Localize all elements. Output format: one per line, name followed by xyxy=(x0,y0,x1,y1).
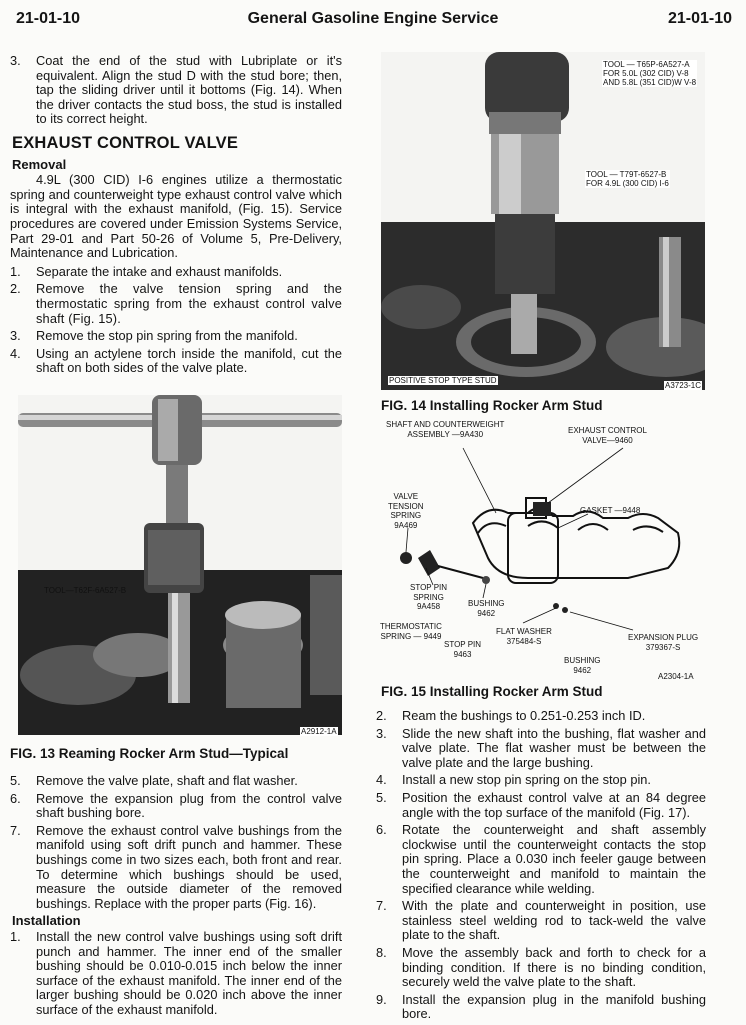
fig15-shaft-label: SHAFT AND COUNTERWEIGHT ASSEMBLY —9A430 xyxy=(386,420,505,439)
fig15-diagram xyxy=(378,418,712,684)
fig13-illustration xyxy=(18,395,342,735)
fig15-caption: FIG. 15 Installing Rocker Arm Stud xyxy=(381,684,603,699)
list-item: 3. Slide the new shaft into the bushing, flat washer and valve plate. The flat washer must be between the valve plate and the large bushing. xyxy=(376,725,706,770)
fig14-tool2-label: TOOL — T79T-6527-B FOR 4.9L (300 CID) I-6 xyxy=(586,170,669,188)
page-number-left: 21-01-10 xyxy=(16,10,81,27)
fig15-thermo-label: THERMOSTATIC SPRING — 9449 xyxy=(380,622,442,641)
removal-heading: Removal xyxy=(12,156,67,172)
fig13-tool-label: TOOL—T62F-6A527-B xyxy=(44,586,127,595)
fig15-stoppin-spring-label: STOP PIN SPRING 9A458 xyxy=(410,583,448,611)
list-item: 7. With the plate and counterweight in position, use stainless steel welding rod to tack-weld the valve plate to the shaft. xyxy=(376,898,706,943)
list-item: 1. Install the new control valve bushings using soft drift punch and hammer. The inner end of the smaller bushing should be 0.010-0.015 inch below the inner surface of the exhaust manifold. The inner end of the larger bushing should be 0.020 inch above the inner surface of the exhaust manifold. xyxy=(10,928,342,1017)
fig13-caption: FIG. 13 Reaming Rocker Arm Stud—Typical xyxy=(10,746,289,761)
fig14-illustration xyxy=(381,52,705,390)
fig15-valve-label: EXHAUST CONTROL VALVE—9460 xyxy=(568,426,647,445)
left-column xyxy=(10,54,342,379)
list-item: 3. Coat the end of the stud with Lubriplate or it's equivalent. Align the stud D with the stud bore; then, tap the sliding driver until it bottoms (Fig. 14). When the driver contacts the stud boss, the stud is installed to its correct height. xyxy=(10,53,342,127)
list-item: 4. Using an actylene torch inside the manifold, cut the shaft on both sides of the valve plate. xyxy=(10,345,342,376)
right-column-steps xyxy=(376,709,706,1025)
list-item: 1. Separate the intake and exhaust manifolds. xyxy=(10,263,283,279)
list-item: 3. Remove the stop pin spring from the manifold. xyxy=(10,328,298,344)
left-column-bottom xyxy=(10,774,342,1021)
section-title: EXHAUST CONTROL VALVE xyxy=(12,133,239,152)
fig14-tool1-label: TOOL — T65P-6A527-A FOR 5.0L (302 CID) V-8 AND 5.8L (351 CID)W V-8 xyxy=(603,60,697,87)
fig15-gasket-label: GASKET —9448 xyxy=(580,506,641,515)
fig13-code: A2912-1A xyxy=(301,727,337,736)
list-item: 4. Install a new stop pin spring on the stop pin. xyxy=(376,772,651,788)
installation-heading: Installation xyxy=(12,913,81,929)
fig15-expansion-label: EXPANSION PLUG 379367-S xyxy=(628,633,699,652)
list-item: 2. Remove the valve tension spring and the thermostatic spring from the exhaust control valve shaft (Fig. 15). xyxy=(10,281,342,326)
fig15-stoppin-label: STOP PIN 9463 xyxy=(444,640,482,659)
fig14-caption: FIG. 14 Installing Rocker Arm Stud xyxy=(381,398,603,413)
list-item: 5. Position the exhaust control valve at an 84 degree angle with the top surface of the manifold (Fig. 17). xyxy=(376,789,706,820)
fig14-code: A3723-1C xyxy=(665,381,702,390)
list-item: 6. Rotate the counterweight and shaft assembly clockwise until the counterweight contacts the stop pin spring. Place a 0.030 inch feeler gauge between the counterweight and manifold to maintain the specified clearance while welding. xyxy=(376,822,706,896)
fig15-bushing1-label: BUSHING 9462 xyxy=(468,599,505,618)
fig15-tension-label: VALVE TENSION SPRING 9A469 xyxy=(388,492,424,530)
list-item: 2. Ream the bushings to 0.251-0.253 inch ID. xyxy=(376,708,646,723)
fig14-stud-label: POSITIVE STOP TYPE STUD xyxy=(389,376,497,385)
list-item: 9. Install the expansion plug in the manifold bushing bore. xyxy=(376,991,706,1022)
page-header-title: General Gasoline Engine Service xyxy=(247,10,499,27)
page-number-right: 21-01-10 xyxy=(667,10,732,27)
removal-paragraph: 4.9L (300 CID) I-6 engines utilize a thermostatic spring and counterweight type exhaust control valve which is integral with the exhaust manifold, (Fig. 15). Service procedures are covered under Emission Systems Service, Part 29-01 and Part 50-26 of Volume 5, Pre-Delivery, Maintenance and Lubrication. xyxy=(10,172,342,261)
fig15-bushing2-label: BUSHING 9462 xyxy=(564,656,601,675)
list-item: 6. Remove the expansion plug from the control valve shaft bushing bore. xyxy=(10,790,342,821)
fig15-code: A2304-1A xyxy=(658,672,694,681)
fig13-photo xyxy=(18,395,342,735)
fig14-photo xyxy=(381,52,705,390)
list-item: 7. Remove the exhaust control valve bushings from the manifold using soft drift punch and hammer. These bushings come in two sizes each, both front and rear. To determine which bushings should be used, measure the outside diameter of the removed bushings. Replace with the proper parts (Fig. 16). xyxy=(10,822,342,911)
page-header xyxy=(10,10,736,32)
list-item: 5. Remove the valve plate, shaft and flat washer. xyxy=(10,773,298,788)
list-item: 8. Move the assembly back and forth to check for a binding condition. If there is no binding condition, securely weld the valve plate to the shaft. xyxy=(376,944,706,990)
fig15-flat-washer-label: FLAT WASHER 375484-S xyxy=(496,627,552,646)
